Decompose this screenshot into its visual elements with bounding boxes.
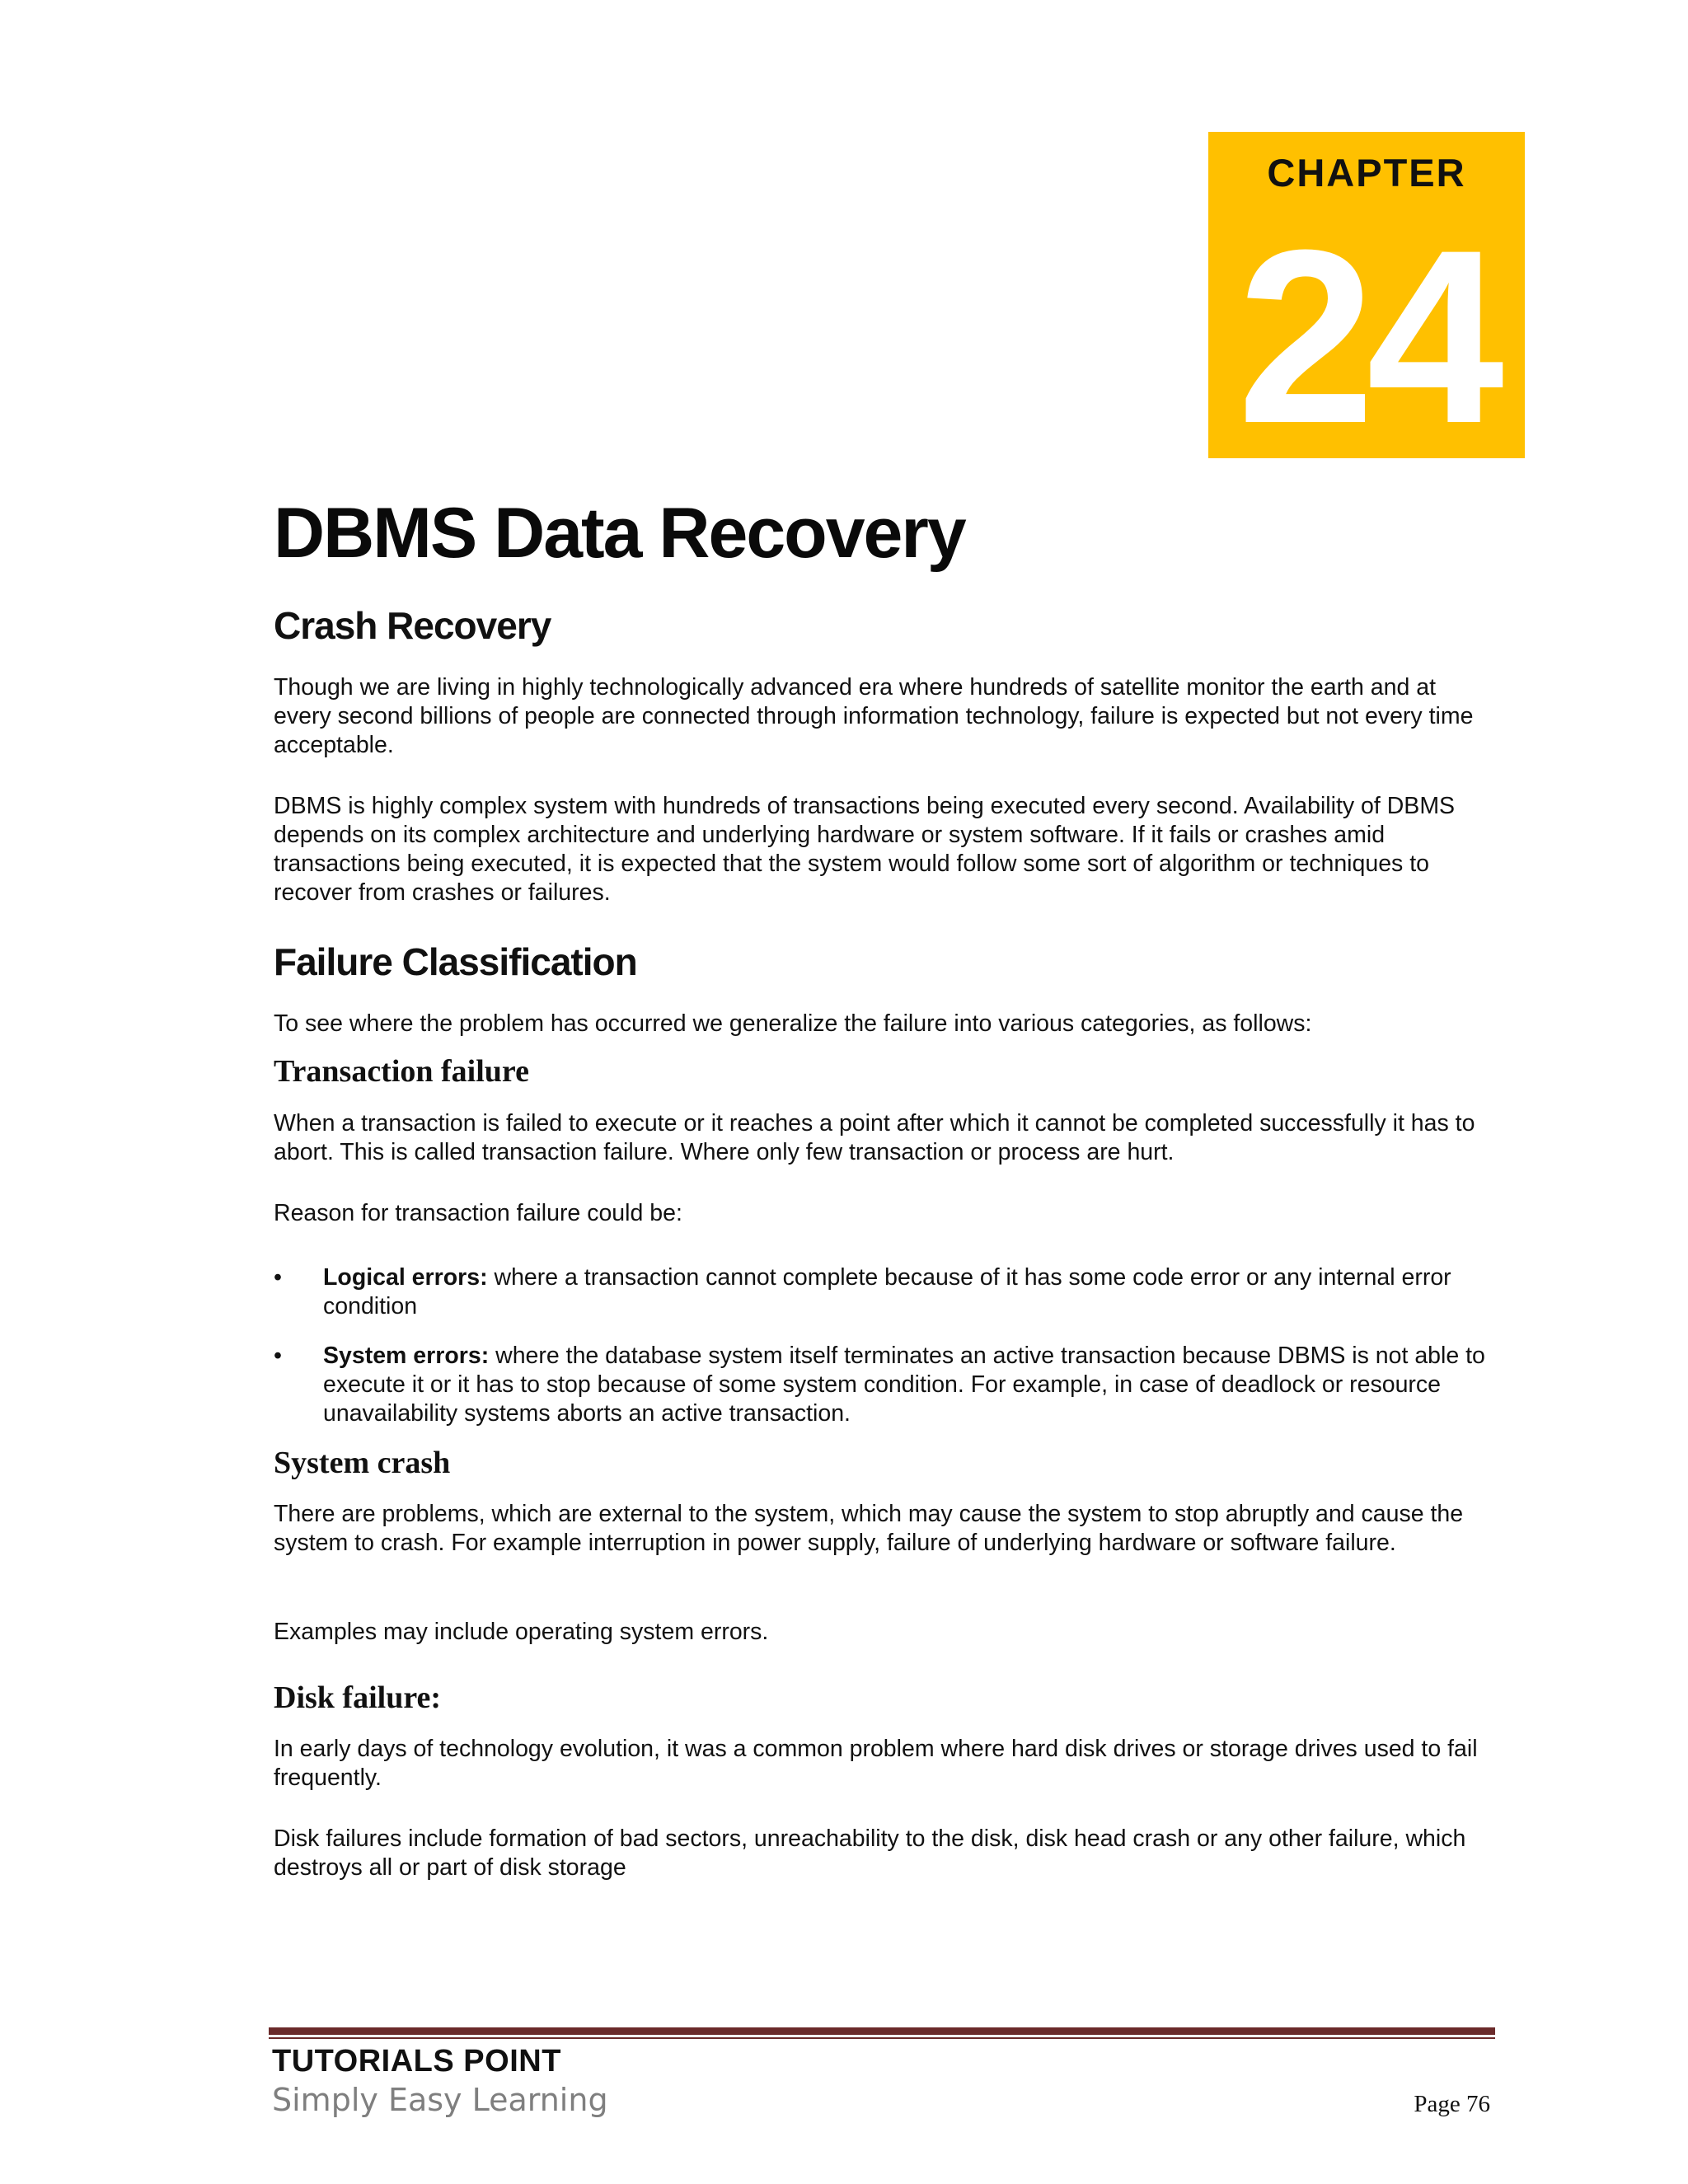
bullet-icon: •	[274, 1343, 282, 1369]
chapter-number: 24	[1237, 198, 1496, 475]
paragraph: To see where the problem has occurred we generalize the failure into various categories, as follows:	[274, 1010, 1312, 1037]
paragraph: Reason for transaction failure could be:	[274, 1200, 682, 1226]
page-title: DBMS Data Recovery	[274, 494, 965, 573]
list-item-description: where the database system itself terminates an active transaction because DBMS is not able to execute it or it has to stop because of some system condition. For example, in case of deadlock or resource unavailability systems aborts an active transaction.	[323, 1343, 1485, 1427]
footer-rule-thin	[269, 2037, 1495, 2039]
paragraph: There are problems, which are external to the system, which may cause the system to stop abruptly and cause the system to crash. For example interruption in power supply, failure of underlying hardware or software failure.	[274, 1501, 1464, 1556]
heading-transaction-failure: Transaction failure	[274, 1054, 529, 1089]
list-item-term: Logical errors:	[323, 1264, 488, 1291]
heading-failure-classification: Failure Classification	[274, 940, 637, 983]
heading-crash-recovery: Crash Recovery	[274, 604, 551, 647]
footer-rule	[269, 2027, 1495, 2035]
list-item-text	[323, 1263, 1493, 1321]
list-item-text	[323, 1342, 1493, 1428]
heading-disk-failure: Disk failure:	[274, 1680, 442, 1715]
paragraph: Disk failures include formation of bad sectors, unreachability to the disk, disk head crash or any other failure, which destroys all or part of disk storage	[274, 1825, 1466, 1881]
footer-brand: TUTORIALS POINT	[272, 2044, 561, 2079]
paragraph: Examples may include operating system errors.	[274, 1619, 769, 1645]
bullet-icon: •	[274, 1264, 282, 1291]
list-item-term: System errors:	[323, 1343, 490, 1369]
chapter-badge	[1208, 132, 1525, 475]
paragraph: DBMS is highly complex system with hundreds of transactions being executed every second. Availability of DBMS depends on its complex architecture and underlying hardware or system software. If it fails or crashes amid transactions being executed, it is expected that the system would follow some sort of algorithm or techniques to recover from crashes or failures.	[274, 793, 1456, 906]
chapter-label: CHAPTER	[1267, 151, 1466, 194]
list-item-description: where a transaction cannot complete because of it has some code error or any internal error condition	[323, 1264, 1451, 1319]
footer-tagline: Simply Easy Learning	[272, 2082, 608, 2118]
heading-system-crash: System crash	[274, 1446, 451, 1480]
paragraph: In early days of technology evolution, it was a common problem where hard disk drives or storage drives used to fail frequently.	[274, 1736, 1478, 1791]
paragraph: When a transaction is failed to execute or it reaches a point after which it cannot be completed successfully it has to abort. This is called transaction failure. Where only few transaction or process are hurt.	[274, 1110, 1475, 1165]
paragraph: Though we are living in highly technologically advanced era where hundreds of satellite monitor the earth and at every second billions of people are connected through information technology, failure is expected but not every time acceptable.	[274, 674, 1474, 758]
page-number: Page 76	[1414, 2091, 1490, 2117]
